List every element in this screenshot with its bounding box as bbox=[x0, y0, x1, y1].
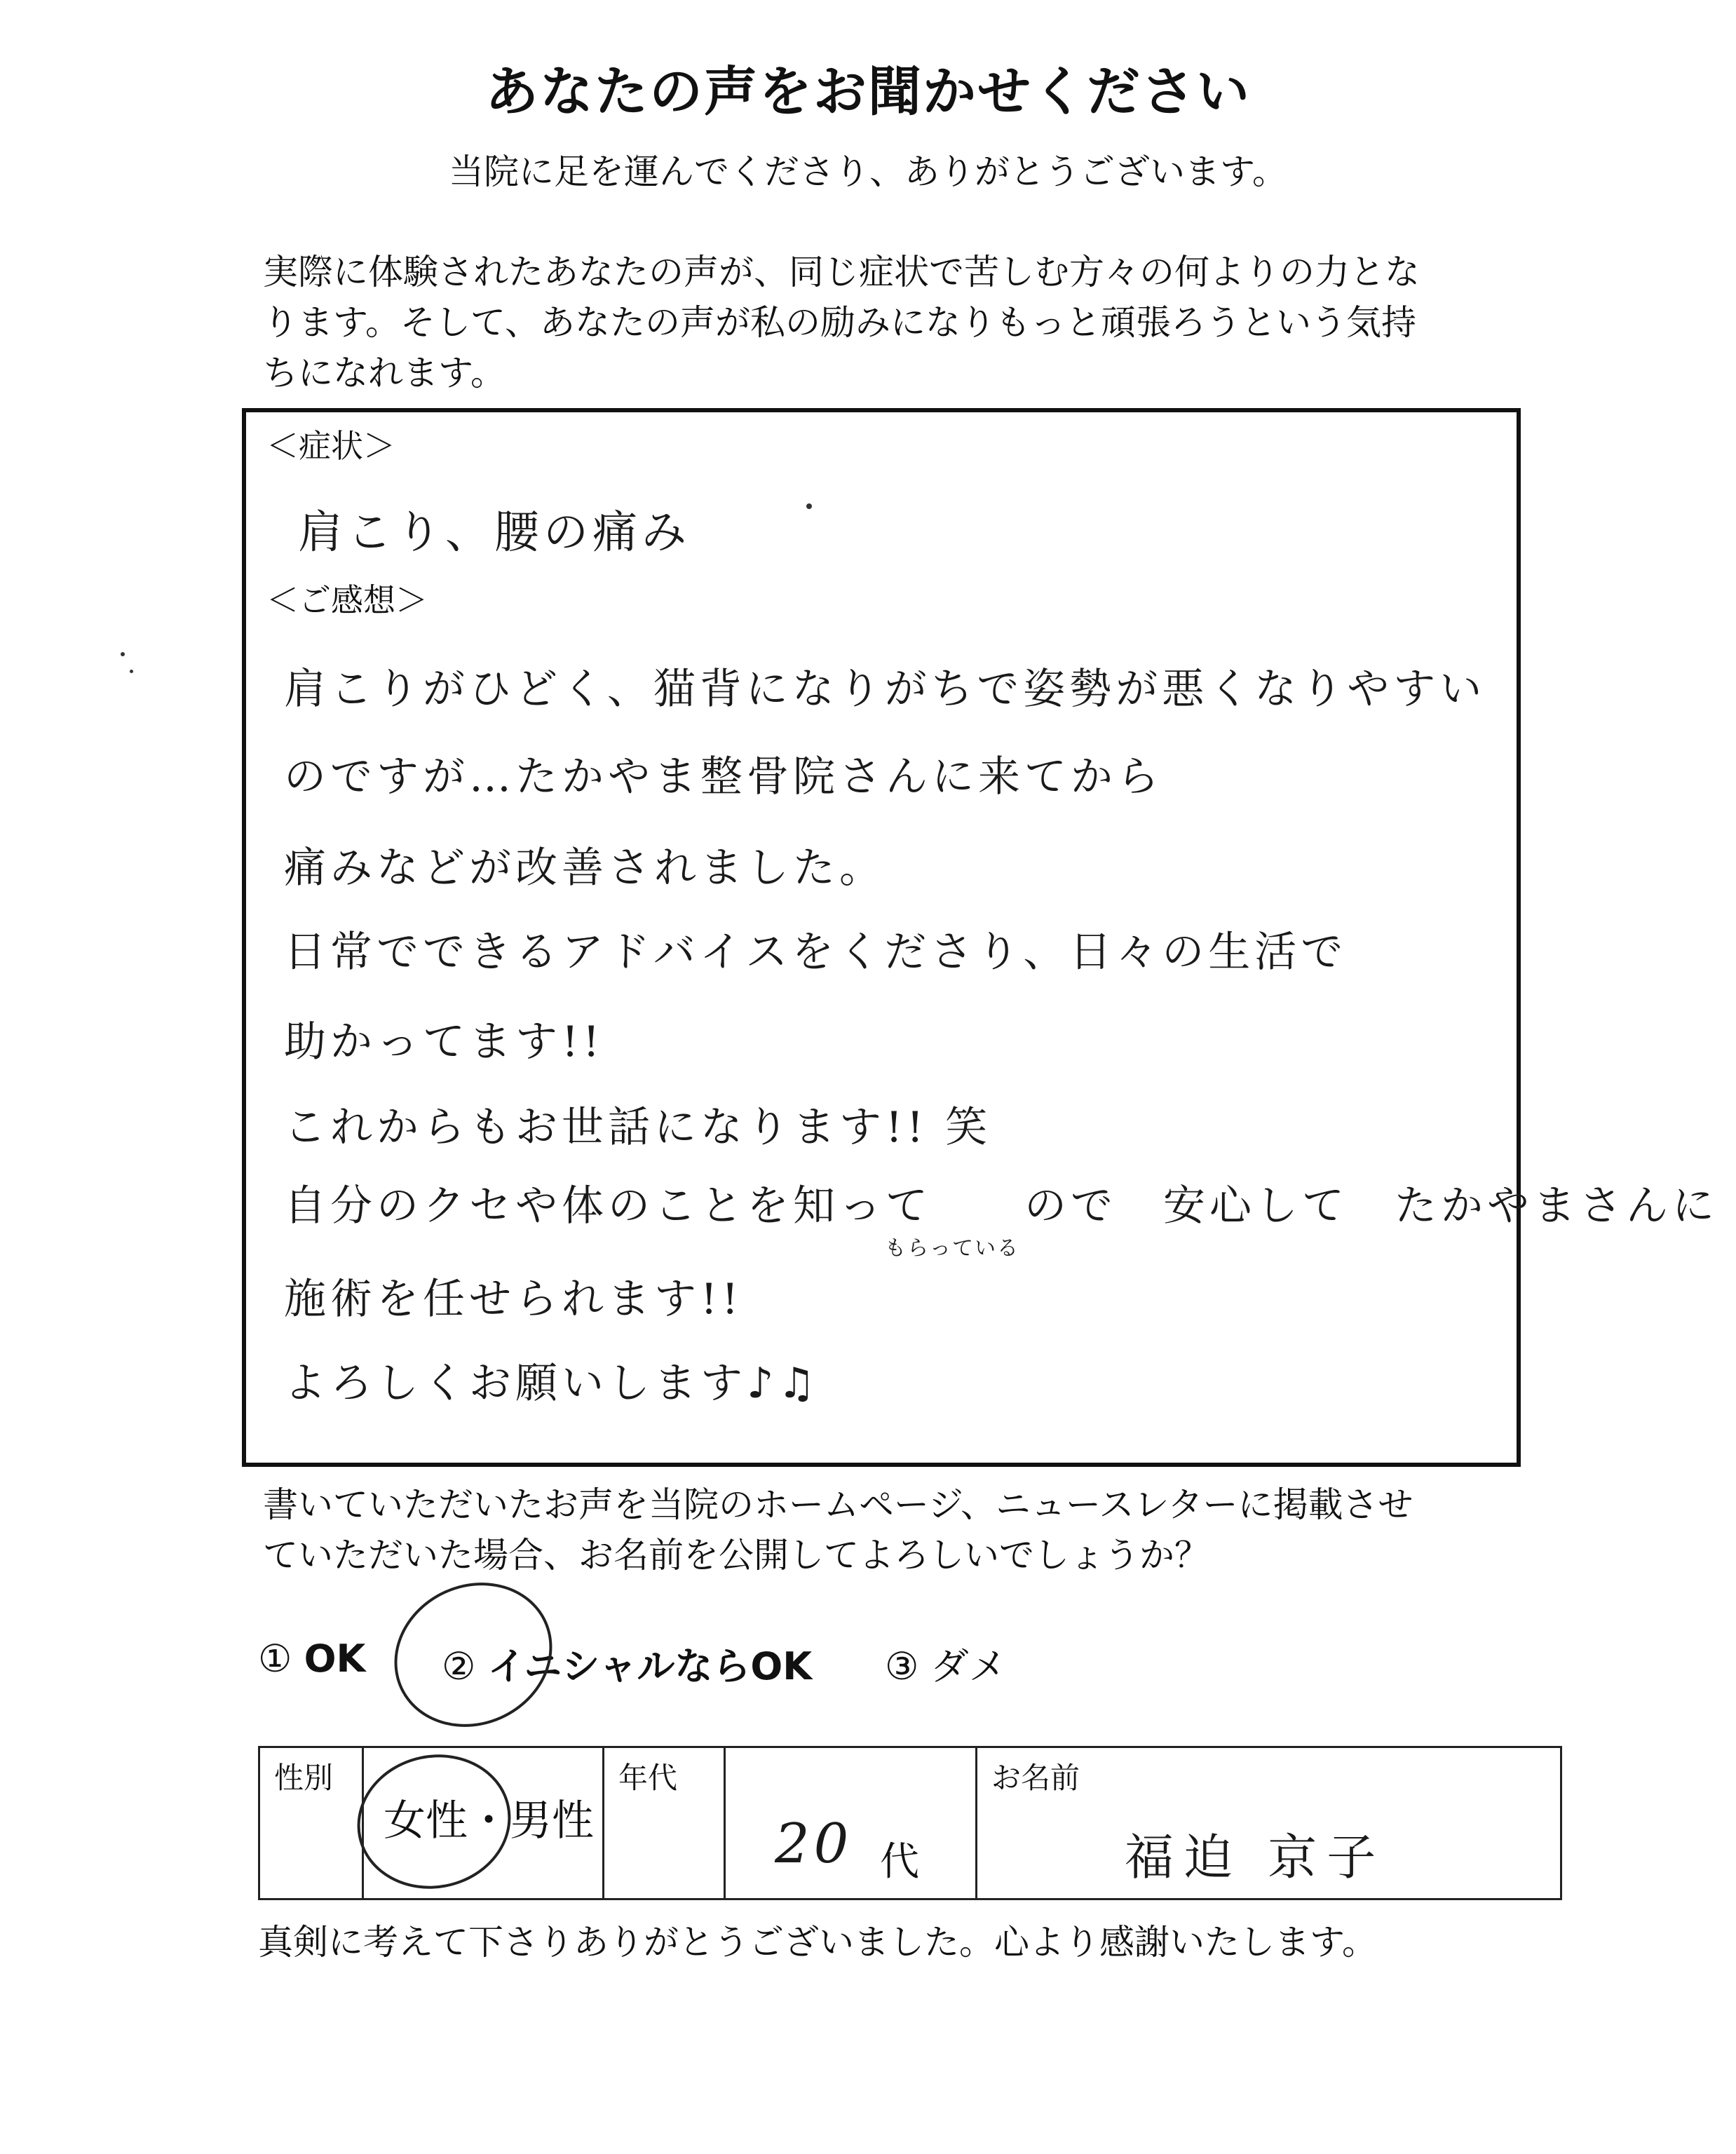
age-label-cell bbox=[604, 1747, 725, 1899]
footer-thanks: 真剣に考えて下さりありがとうございました。心より感謝いたします。 bbox=[258, 1922, 1377, 1963]
option-ng[interactable] bbox=[885, 1637, 1007, 1691]
impression-label: ＜ご感想＞ bbox=[266, 581, 428, 619]
age-label: 年代 bbox=[618, 1761, 678, 1795]
gender-options: 女性・男性 bbox=[384, 1796, 594, 1845]
name-value: 福迫 京子 bbox=[1125, 1829, 1386, 1886]
scan-speck bbox=[130, 670, 133, 673]
scan-speck bbox=[806, 503, 812, 509]
impression-line: これからもお世話になります!! 笑 bbox=[284, 1103, 992, 1152]
impression-line: 自分のクセや体のことを知って ので 安心して たかやまさんに bbox=[284, 1181, 1718, 1231]
option-number: ③ bbox=[885, 1644, 919, 1688]
intro-line: ります。そして、あなたの声が私の励みになりもっと頑張ろうという気持 bbox=[263, 302, 1416, 343]
option-label: ダメ bbox=[930, 1644, 1007, 1688]
gender-selection-circle bbox=[345, 1740, 524, 1903]
name-label: お名前 bbox=[991, 1761, 1080, 1795]
age-value: 20 bbox=[775, 1813, 853, 1876]
intro-line: ちになれます。 bbox=[263, 353, 506, 393]
impression-line: 助かってます!! bbox=[284, 1017, 604, 1066]
gender-label-cell bbox=[259, 1747, 363, 1899]
scan-speck bbox=[121, 652, 125, 656]
impression-line: 痛みなどが改善されました。 bbox=[284, 844, 886, 893]
symptom-answer[interactable]: 肩こり、腰の痛み bbox=[298, 507, 691, 559]
intro-paragraph bbox=[263, 247, 1532, 398]
age-value-cell[interactable] bbox=[725, 1747, 977, 1899]
impression-line: のですが…たかやま整骨院さんに来てから bbox=[284, 752, 1163, 801]
impression-insert: もらっている bbox=[885, 1236, 1019, 1261]
page-title: あなたの声をお聞かせください bbox=[485, 60, 1251, 123]
impression-line: よろしくお願いします♪♫ bbox=[284, 1359, 820, 1408]
publish-question bbox=[263, 1479, 1525, 1580]
option-ok[interactable] bbox=[258, 1637, 365, 1681]
age-unit: 代 bbox=[880, 1839, 919, 1885]
publish-question-line: ていただいた場合、お名前を公開してよろしいでしょうか？ bbox=[263, 1535, 1209, 1576]
page-subtitle: 当院に足を運んでくださり、ありがとうございます。 bbox=[449, 151, 1287, 192]
publish-question-line: 書いていただいたお声を当院のホームページ、ニュースレターに掲載させ bbox=[263, 1484, 1413, 1525]
impression-line: 肩こりがひどく、猫背になりがちで姿勢が悪くなりやすい bbox=[284, 665, 1486, 714]
symptom-label: ＜症状＞ bbox=[266, 427, 395, 465]
option-number: ① bbox=[258, 1637, 292, 1681]
impression-line: 日常でできるアドバイスをくださり、日々の生活で bbox=[284, 928, 1348, 977]
intro-line: 実際に体験されたあなたの声が、同じ症状で苦しむ方々の何よりの力とな bbox=[263, 252, 1420, 292]
option-number: ② bbox=[442, 1644, 476, 1688]
option-label: イニシャルならOK bbox=[487, 1644, 813, 1688]
info-table bbox=[258, 1746, 1562, 1900]
gender-value-cell[interactable] bbox=[363, 1747, 604, 1899]
name-cell[interactable] bbox=[977, 1747, 1561, 1899]
impression-line: 施術を任せられます!! bbox=[284, 1275, 743, 1324]
gender-label: 性別 bbox=[274, 1761, 334, 1795]
option-label: OK bbox=[304, 1637, 366, 1681]
selection-circle bbox=[371, 1557, 576, 1752]
